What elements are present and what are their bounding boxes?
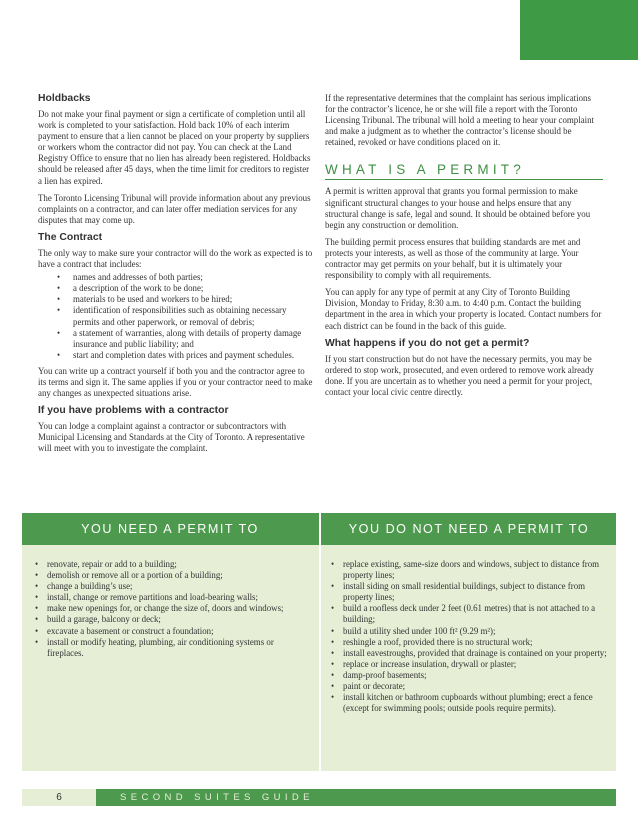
permit-process-paragraph: The building permit process ensures that building standards are met and protects your interests, as well as those of the community at large. Your contractor may get permits on your behalf, but it is ultimately your responsibility to comply with all requirements. — [325, 236, 581, 281]
top-accent-band — [520, 0, 638, 60]
list-item: • a statement of warranties, along with details of property damage insurance and public liability; and — [66, 328, 314, 350]
list-item: • paint or decorate; — [328, 681, 610, 692]
list-item: • install or modify heating, plumbing, air conditioning systems or fireplaces. — [32, 637, 312, 659]
contract-heading: The Contract — [38, 231, 103, 243]
list-item: • renovate, repair or add to a building; — [32, 559, 312, 570]
contract-list — [38, 272, 314, 361]
list-item: • a description of the work to be done; — [66, 283, 314, 294]
list-item: • names and addresses of both parties; — [66, 272, 314, 283]
list-item: • replace or increase insulation, drywall or plaster; — [328, 659, 610, 670]
list-item: • demolish or remove all or a portion of a building; — [32, 570, 312, 581]
list-item: • install eavestroughs, provided that drainage is contained on your property; — [328, 648, 610, 659]
panel-divider — [319, 545, 321, 771]
list-item: • start and completion dates with prices and payment schedules. — [66, 350, 314, 361]
no-permit-list — [328, 559, 610, 714]
right-column — [325, 93, 603, 404]
problems-heading: If you have problems with a contractor — [38, 405, 229, 417]
contract-intro: The only way to make sure your contractor will do the work as expected is to have a contract that includes: — [38, 247, 313, 270]
tribunal-paragraph: The Toronto Licensing Tribunal will provide information about any previous complaints on a contractor, and can later offer mediation services for any disputes that may come up. — [38, 192, 311, 225]
guide-title: SECOND SUITES GUIDE — [120, 792, 314, 803]
need-permit-list — [32, 559, 312, 659]
permit-table-header — [22, 513, 616, 545]
page-number: 6 — [22, 789, 96, 806]
holdbacks-heading: Holdbacks — [38, 93, 91, 104]
list-item: • damp-proof basements; — [328, 670, 610, 681]
list-item: • make new openings for, or change the size of, doors and windows; — [32, 603, 312, 614]
list-item: • build a roofless deck under 2 feet (0.61 metres) that is not attached to a building; — [328, 603, 610, 625]
permit-apply-paragraph: You can apply for any type of permit at any City of Toronto Building Division, Monday to Friday, 8:30 a.m. to 4:40 p.m. Contact the building department in the area in which your property is located. Contact numbers for each district can be found in the back of this guide. — [325, 287, 602, 331]
left-column — [38, 93, 314, 460]
list-item: • install siding on small residential buildings, subject to distance from property lines; — [328, 581, 610, 603]
list-item: • replace existing, same-size doors and windows, subject to distance from property lines; — [328, 559, 610, 581]
list-item: • identification of responsibilities such as obtaining necessary permits and other paperwork, or removal of debris; — [66, 305, 314, 327]
what-is-a-permit-heading: WHAT IS A PERMIT? — [325, 162, 603, 180]
footer-bar — [22, 789, 616, 806]
complaint-outcome-paragraph: If the representative determines that the complaint has serious implications for the contractor’s licence, he or she will file a report with the Toronto Licensing Tribunal. The tribunal will hold a meeting to hear your complaint and make a judgment as to whether the contractor’s license should be retained, revoked or have conditions placed on it. — [325, 93, 594, 148]
need-permit-title: YOU NEED A PERMIT TO — [81, 522, 259, 536]
problems-paragraph: You can lodge a complaint against a contractor or subcontractors with Municipal Licensing and Standards at the City of Toronto. A representative will meet with you to investigate the complaint. — [38, 421, 305, 454]
list-item: • build a utility shed under 100 ft² (9.29 m²); — [328, 626, 610, 637]
no-permit-title: YOU DO NOT NEED A PERMIT TO — [348, 522, 590, 536]
holdbacks-paragraph: Do not make your final payment or sign a certificate of completion until all work is completed to your satisfaction. Hold back 10% of each interim payment to ensure that a lien cannot be placed on your property by suppliers or workers whom the contractor did not pay. You can check at the Land Registry Office to ensure that no lien has already been registered. Holdbacks should be released after 45 days, when the time limit for creditors to register a lien has expired. — [38, 109, 311, 186]
list-item: • excavate a basement or construct a foundation; — [32, 626, 312, 637]
no-permit-paragraph: If you start construction but do not have the necessary permits, you may be ordered to stop work, prosecuted, and even ordered to remove work already done. If you are uncertain as to whether you need a permit for your project, contact your local civic centre directly. — [325, 353, 594, 397]
list-item: • reshingle a roof, provided there is no structural work; — [328, 637, 610, 648]
no-permit-heading: What happens if you do not get a permit? — [325, 337, 530, 349]
header-divider — [319, 513, 321, 545]
contract-outro: You can write up a contract yourself if both you and the contractor agree to its terms and sign it. The same applies if you or your contractor need to make any changes as unexpected situations arise. — [38, 365, 313, 399]
permit-table-body — [22, 545, 616, 771]
list-item: • materials to be used and workers to be hired; — [66, 294, 314, 305]
list-item: • build a garage, balcony or deck; — [32, 614, 312, 625]
permit-definition-paragraph: A permit is written approval that grants you formal permission to make significant structural changes to your house and helps ensure that any structural change is safe, legal and sound. It should be obtained before you begin any construction or demolition. — [325, 186, 591, 230]
list-item: • install, change or remove partitions and load-bearing walls; — [32, 592, 312, 603]
list-item: • install kitchen or bathroom cupboards without plumbing; erect a fence (except for swimming pools; outside pools require permits). — [328, 692, 610, 714]
list-item: • change a building’s use; — [32, 581, 312, 592]
